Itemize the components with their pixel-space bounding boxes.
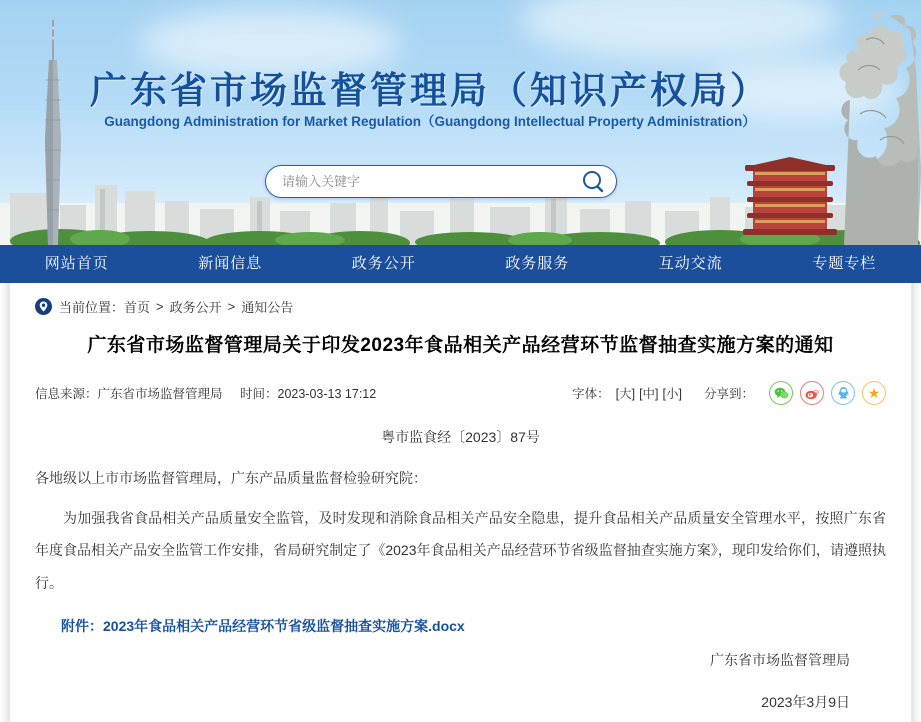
article-body-paragraph: 为加强我省食品相关产品质量安全监管，及时发现和消除食品相关产品安全隐患，提升食品相关产品质量安全管理水平，按照广东省年度食品相关产品安全监管工作安排，省局研究制定了《2023年食品相关产品经营环节省级监督抽查实施方案》，现印发给你们，请遵照执行。 (35, 502, 886, 601)
breadcrumb-label: 当前位置： (59, 297, 124, 316)
signature-date: 2023年3月9日 (35, 692, 850, 712)
breadcrumb-separator: > (228, 299, 236, 314)
cloud-decoration (520, 0, 840, 60)
attachment-line (61, 616, 886, 636)
search-input[interactable] (282, 174, 580, 189)
share-weibo-icon[interactable] (800, 381, 824, 405)
breadcrumb-item-home[interactable]: 首页 (124, 297, 150, 316)
header-banner (0, 0, 921, 245)
nav-item-gov-services[interactable]: 政务服务 (461, 245, 615, 283)
canton-tower-image (18, 20, 88, 245)
share-wechat-icon[interactable] (769, 381, 793, 405)
article-meta-right (572, 381, 886, 405)
article-meta-left (35, 384, 390, 402)
nav-item-gov-disclosure[interactable]: 政务公开 (307, 245, 461, 283)
share-label: 分享到： (704, 384, 754, 402)
location-pin-icon (35, 298, 52, 315)
font-size-label: 字体： (572, 384, 610, 402)
signature-agency: 广东省市场监督管理局 (35, 650, 850, 670)
nav-item-news[interactable]: 新闻信息 (154, 245, 308, 283)
article-content-panel (0, 283, 921, 722)
site-title: 广东省市场监督管理局（知识产权局） (0, 60, 860, 114)
nav-item-interaction[interactable]: 互动交流 (614, 245, 768, 283)
article-source: 信息来源：广东省市场监督管理局 (35, 387, 223, 401)
breadcrumb-item-notices[interactable]: 通知公告 (241, 297, 293, 316)
site-subtitle-english: Guangdong Administration for Market Regulation（Guangdong Intellectual Property Administration） (0, 110, 860, 130)
document-number: 粤市监食经〔2023〕87号 (35, 427, 886, 447)
font-size-medium-button[interactable]: [中] (639, 384, 658, 402)
share-qq-icon[interactable] (831, 381, 855, 405)
nav-item-special-topics[interactable]: 专题专栏 (768, 245, 921, 283)
pagoda-building-image (735, 155, 845, 240)
article-time: 时间：2023-03-13 17:12 (240, 387, 376, 401)
breadcrumb-separator: > (156, 299, 164, 314)
article-title: 广东省市场监督管理局关于印发2023年食品相关产品经营环节监督抽查实施方案的通知 (35, 330, 886, 357)
breadcrumb (35, 297, 886, 316)
article-meta-row (35, 381, 886, 405)
main-navigation (0, 245, 921, 283)
attachment-label: 附件： (61, 618, 103, 634)
font-size-large-button[interactable]: [大] (616, 384, 635, 402)
share-favorite-star-icon[interactable]: ★ (862, 381, 886, 405)
font-size-small-button[interactable]: [小] (663, 384, 682, 402)
nav-item-home[interactable]: 网站首页 (0, 245, 154, 283)
article-salutation: 各地级以上市市场监督管理局，广东产品质量监督检验研究院： (35, 465, 886, 492)
attachment-download-link[interactable]: 2023年食品相关产品经营环节省级监督抽查实施方案.docx (103, 618, 465, 634)
search-box[interactable] (265, 165, 617, 198)
breadcrumb-item-gov-disclosure[interactable]: 政务公开 (170, 297, 222, 316)
signature-block (35, 650, 886, 712)
search-icon[interactable] (580, 169, 606, 195)
